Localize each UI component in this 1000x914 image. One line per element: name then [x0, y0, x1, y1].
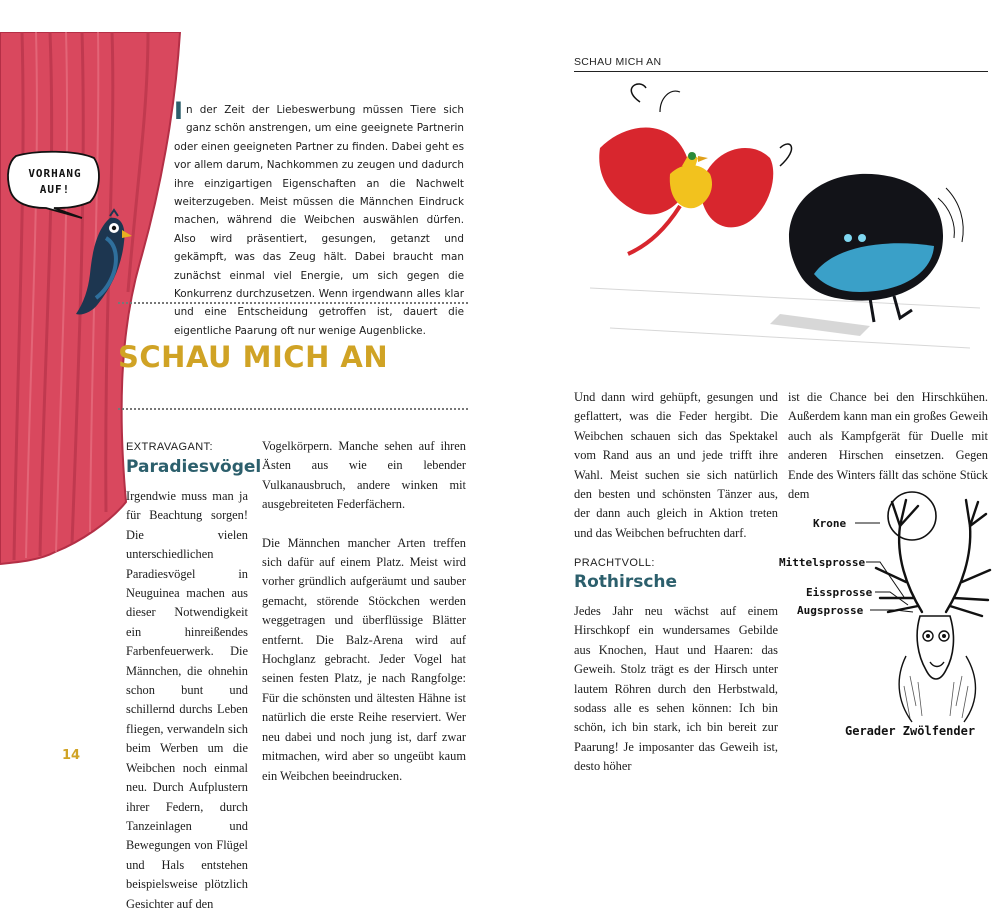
dance-text: Und dann wird gehüpft, gesungen und geflattert, was die Feder hergibt. Die Weibchen schauen sich das Spektakel vom Rand aus an und jede trifft ihre Wahl. Meist suchen sie sich natürlich den besten und schönsten Tänzer aus, der dann auch gleich in Aktion treten und das Weibchen befruchten darf. [574, 390, 778, 540]
page-number: 14 [62, 748, 81, 763]
label-augsprosse: Augsprosse [797, 604, 864, 617]
label-krone: Krone [813, 517, 847, 530]
section-label-extravagant: EXTRAVAGANT: [126, 441, 213, 453]
speech-line-1: VORHANG [28, 167, 82, 180]
section-label-prachtvoll: PRACHTVOLL: [574, 557, 655, 569]
divider-top [118, 302, 468, 304]
label-eissprosse: Eissprosse [806, 586, 873, 599]
paradise-birds-text-2: Vogelkörpern. Manche sehen auf ihren Ästen aus wie ein lebender Vulkanausbruch, andere winken mit ausgebreiteten Federfächern. [262, 439, 466, 512]
paradise-birds-column-2 [262, 437, 466, 786]
antler-text: ist die Chance bei den Hirschkühen. Außerdem kann man ein großes Geweih auch als Kampfgerät für Duelle mit anderen Hirschen einsetzen. Gegen Ende des Winters fällt das schöne Stück dem [788, 390, 988, 502]
subhead-paradiesvoegel: Paradiesvögel [126, 457, 262, 477]
courtship-birds-illustration [570, 78, 990, 378]
subhead-rothirsche: Rothirsche [574, 572, 678, 592]
red-deer-column [574, 602, 778, 777]
intro-text: n der Zeit der Liebeswerbung müssen Tiere sich ganz schön anstrengen, um eine geeignete Partnerin oder einen geeigneten Partner zu finden. Dabei geht es vor allem darum, Nachkommen zu zeugen und dadurch ihre einzigartigen Eigenschaften an die Nachwelt weiterzugeben. Meist müssen die Männchen Eindruck machen, während die Weibchen auswählen dürfen. Also wird präsentiert, gesungen, getanzt und gekämpft, was das Zeug hält. Dabei braucht man zunächst einmal viel Energie, um sich gegen die Konkurrenz durchzusetzen. Wenn irgendwann alles klar und eine Entscheidung getroffen ist, dauert die eigentliche Paarung oft nur wenige Augenblicke. [174, 104, 464, 337]
right-column-1 [574, 388, 778, 543]
section-heading: SCHAU MICH AN [118, 340, 389, 374]
header-rule [574, 71, 988, 72]
paradise-birds-text-1: Irgendwie muss man ja für Beachtung sorgen! Die vielen unterschiedlichen Paradiesvögel in Neuguinea machen aus dieser Notwendigkeit ein hinreißendes Farbenfeuerwerk. Die Männchen, die ohnehin schon bunt und schillernd durchs Leben fliegen, verwandeln sich beim Werben um die Weibchen noch einmal neu. Durch Aufplustern ihrer Federn, durch Tanzeinlagen und Bewegungen von Flügel und Hals entstehen beispielsweise plötzlich Gesichter auf den [126, 489, 248, 911]
intro-dropcap: I [174, 97, 183, 125]
left-page [0, 0, 498, 911]
intro-paragraph [174, 97, 464, 340]
deer-caption: Gerader Zwölfender [845, 724, 976, 738]
paradise-bird [599, 84, 791, 254]
paradise-birds-column-1 [64, 487, 248, 914]
label-mittelsprosse: Mittelsprosse [779, 556, 866, 569]
running-head: SCHAU MICH AN [574, 56, 662, 68]
red-deer-text: Jedes Jahr neu wächst auf einem Hirschkopf ein wundersames Gebilde aus Knochen, Haut und Haaren: das Geweih. Stolz trägt es der Hirsch unter lautem Röhren durch den Herbstwald, sodass alle es sehen können: Ich bin schön, ich bin stark, ich bin bereit zur Paarung! Je imposanter das Geweih ist, desto höher [574, 604, 778, 774]
divider-bottom [118, 408, 468, 410]
speech-bubble-text [18, 166, 92, 198]
paradise-birds-text-3: Die Männchen mancher Arten treffen sich dafür auf einem Platz. Meist wird vorher gründlich aufgeräumt und sauber gemacht, störende Stöckchen werden weggetragen und überflüssige Blätter entfernt. Die Balz-Arena wird auf Hochglanz gebracht. Jeder Vogel hat seinen festen Platz, je nach Rangfolge: Für die schönsten und ältesten Hähne ist natürlich die erste Reihe reserviert. Wer neu dabei und noch jung ist, darf zwar mitmachen, wird aber so ungeübt kaum ein Weibchen beeindrucken. [262, 535, 466, 783]
speech-line-2: AUF! [39, 183, 71, 196]
